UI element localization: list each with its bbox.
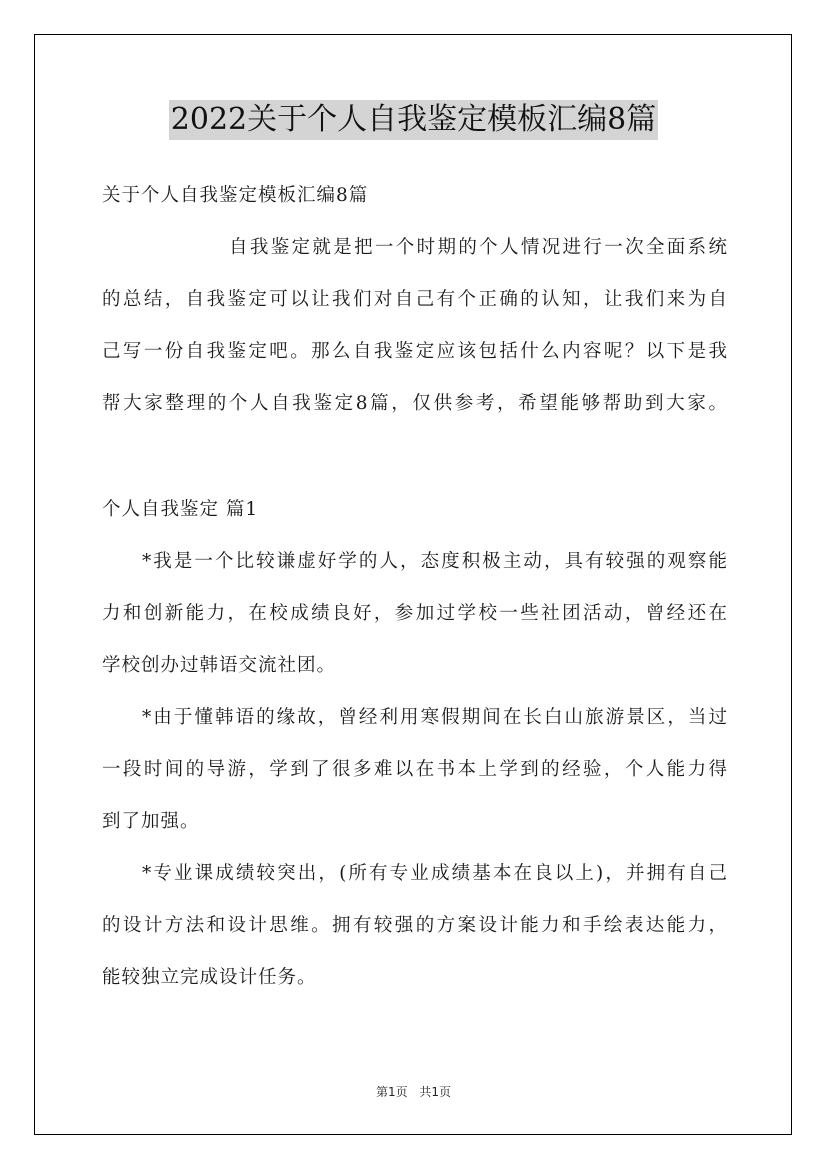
page-total: 共1页 <box>419 1085 452 1099</box>
bullet-1-line: *我是一个比较谦虚好学的人，态度积极主动，具有较强的观察能 <box>142 551 728 572</box>
bullet-1-line: 学校创办过韩语交流社团。 <box>102 655 337 676</box>
page-number: 第1页 <box>375 1085 408 1099</box>
section-heading: 个人自我鉴定 篇1 <box>102 499 259 520</box>
bullet-2-line: 一段时间的导游，学到了很多难以在书本上学到的经验，个人能力得 <box>102 759 728 780</box>
intro-line: 帮大家整理的个人自我鉴定8篇，仅供参考，希望能够帮助到大家。 <box>102 393 728 414</box>
intro-line: 的总结，自我鉴定可以让我们对自己有个正确的认知，让我们来为自 <box>102 289 728 310</box>
bullet-3-line: 能较独立完成设计任务。 <box>102 967 317 988</box>
document-subtitle: 关于个人自我鉴定模板汇编8篇 <box>102 185 369 206</box>
document-title: 2022关于个人自我鉴定模板汇编8篇 <box>169 100 658 140</box>
bullet-2-line: *由于懂韩语的缘故，曾经利用寒假期间在长白山旅游景区，当过 <box>142 707 728 728</box>
bullet-2-line: 到了加强。 <box>102 811 200 832</box>
bullet-3-line: 的设计方法和设计思维。拥有较强的方案设计能力和手绘表达能力， <box>102 915 728 936</box>
page-footer <box>0 1083 827 1100</box>
intro-line: 己写一份自我鉴定吧。那么自我鉴定应该包括什么内容呢？以下是我 <box>102 341 728 362</box>
bullet-1-line: 力和创新能力，在校成绩良好，参加过学校一些社团活动，曾经还在 <box>102 603 728 624</box>
bullet-3-line: *专业课成绩较突出，(所有专业成绩基本在良以上)，并拥有自己 <box>142 863 729 884</box>
title-container <box>0 100 827 140</box>
document-body <box>102 170 728 1004</box>
spacer <box>102 430 728 484</box>
intro-line: 自我鉴定就是把一个时期的个人情况进行一次全面系统 <box>229 237 728 258</box>
